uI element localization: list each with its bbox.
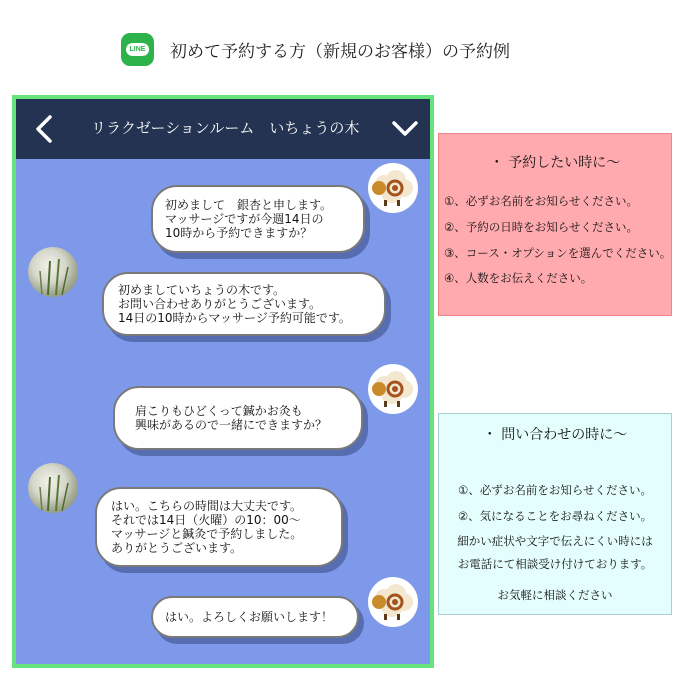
chat-room-title: リラクゼーションルーム いちょうの木 <box>91 119 360 137</box>
message-bubble-customer <box>151 596 359 638</box>
line-logo-text: LINE <box>126 43 150 56</box>
message-text: 初めましていちょうの木です。 お問い合わせありがとうございます。 14日の10時からマッサージ予約可能です。 <box>118 283 351 325</box>
chat-window <box>12 95 434 668</box>
chevron-left-icon[interactable] <box>30 113 58 145</box>
sheep-avatar[interactable] <box>368 364 418 414</box>
message-text: 初めまして 銀杏と申します。 マッサージですが今週14日の 10時から予約できますか？ <box>165 198 333 240</box>
line-logo-icon <box>121 33 154 66</box>
page-title: 初めて予約する方（新規のお客様）の予約例 <box>170 41 510 62</box>
plant-photo-avatar[interactable] <box>28 463 78 513</box>
sheep-avatar[interactable] <box>368 577 418 627</box>
inquiry-note: 細かい症状や文字で伝えにくい時には <box>457 534 653 548</box>
message-text: 肩こりもひどくって鍼かお灸も 興味があるので一緒にできますか？ <box>135 404 328 432</box>
booking-item: ②、予約の日時をお知らせください。 <box>444 220 638 234</box>
message-bubble-shop <box>102 272 386 336</box>
inquiry-item: ①、必ずお名前をお知らせください。 <box>458 483 652 497</box>
message-bubble-customer <box>151 185 365 253</box>
booking-box-title: ・ 予約したい時に～ <box>489 155 621 171</box>
message-bubble-customer <box>113 386 363 450</box>
sheep-avatar[interactable] <box>368 163 418 213</box>
booking-item: ③、コース・オプションを選んでください。 <box>444 246 672 260</box>
inquiry-box-title: ・ 問い合わせの時に～ <box>482 427 628 443</box>
booking-item: ①、必ずお名前をお知らせください。 <box>444 194 638 208</box>
message-text: はい。よろしくお願いします！ <box>165 610 334 624</box>
chat-header <box>16 99 430 159</box>
plant-photo-avatar[interactable] <box>28 247 78 297</box>
inquiry-note: お電話にて相談受け付けております。 <box>457 557 653 571</box>
booking-item: ④、人数をお伝えください。 <box>444 271 593 285</box>
inquiry-item: ②、気になることをお尋ねください。 <box>457 509 653 523</box>
message-text: はい。こちらの時間は大丈夫です。 それでは14日（火曜）の10：00～ マッサージと鍼灸で予約しました。 ありがとうございます。 <box>111 499 303 555</box>
message-bubble-shop <box>95 487 343 567</box>
inquiry-instructions-box <box>438 413 672 615</box>
page-header <box>121 32 510 66</box>
chevron-down-icon[interactable] <box>390 113 420 145</box>
inquiry-footer: お気軽に相談ください <box>497 588 613 602</box>
booking-instructions-box <box>438 133 672 316</box>
